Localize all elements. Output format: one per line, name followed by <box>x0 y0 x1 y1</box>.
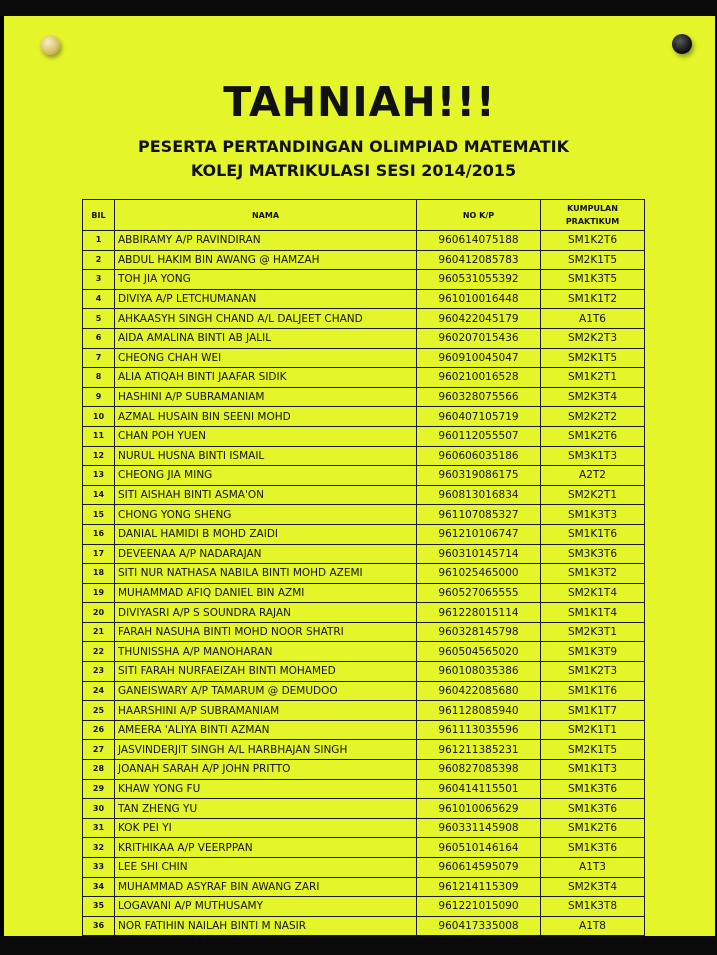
cell-kumpulan: SM2K1T5 <box>541 740 645 760</box>
cell-nokp: 960108035386 <box>417 662 541 682</box>
cell-nama: ALIA ATIQAH BINTI JAAFAR SIDIK <box>115 368 417 388</box>
cell-bil: 16 <box>83 524 115 544</box>
cell-nokp: 961010016448 <box>417 289 541 309</box>
table-row <box>83 270 645 290</box>
cell-kumpulan: SM1K1T6 <box>541 681 645 701</box>
cell-bil: 34 <box>83 877 115 897</box>
table-row <box>83 426 645 446</box>
cell-nama: JOANAH SARAH A/P JOHN PRITTO <box>115 760 417 780</box>
table-row <box>83 760 645 780</box>
table-row <box>83 328 645 348</box>
cell-nama: CHEONG JIA MING <box>115 466 417 486</box>
table-row <box>83 701 645 721</box>
table-row <box>83 662 645 682</box>
cell-nama: THUNISSHA A/P MANOHARAN <box>115 642 417 662</box>
table-row <box>83 485 645 505</box>
cell-nama: MUHAMMAD AFIQ DANIEL BIN AZMI <box>115 583 417 603</box>
cell-nokp: 961010065629 <box>417 799 541 819</box>
cell-bil: 7 <box>83 348 115 368</box>
table-row <box>83 446 645 466</box>
cell-kumpulan: SM2K1T5 <box>541 250 645 270</box>
cell-bil: 24 <box>83 681 115 701</box>
cell-nama: FARAH NASUHA BINTI MOHD NOOR SHATRI <box>115 622 417 642</box>
cell-nama: MUHAMMAD ASYRAF BIN AWANG ZARI <box>115 877 417 897</box>
cell-nokp: 961210106747 <box>417 524 541 544</box>
cell-kumpulan: SM3K3T6 <box>541 544 645 564</box>
cell-kumpulan: SM1K3T2 <box>541 564 645 584</box>
table-header-row <box>83 200 645 231</box>
cell-bil: 10 <box>83 407 115 427</box>
cell-nokp: 960422045179 <box>417 309 541 329</box>
poster-subtitle-line1: PESERTA PERTANDINGAN OLIMPIAD MATEMATIK <box>138 137 569 156</box>
cell-kumpulan: SM2K2T2 <box>541 407 645 427</box>
table-row <box>83 368 645 388</box>
top-dark-border <box>0 0 717 16</box>
cell-nama: AMEERA 'ALIYA BINTI AZMAN <box>115 720 417 740</box>
cell-nama: TOH JIA YONG <box>115 270 417 290</box>
cell-nama: AHKAASYH SINGH CHAND A/L DALJEET CHAND <box>115 309 417 329</box>
cell-nama: LEE SHI CHIN <box>115 858 417 878</box>
cell-kumpulan: SM1K1T6 <box>541 524 645 544</box>
cell-kumpulan: SM2K1T5 <box>541 348 645 368</box>
table-body <box>83 231 645 936</box>
cell-nama: NOR FATIHIN NAILAH BINTI M NASIR <box>115 916 417 936</box>
cell-nama: KRITHIKAA A/P VEERPPAN <box>115 838 417 858</box>
table-row <box>83 740 645 760</box>
cell-nokp: 960417335008 <box>417 916 541 936</box>
cell-nokp: 961221015090 <box>417 897 541 917</box>
cell-bil: 35 <box>83 897 115 917</box>
table-row <box>83 681 645 701</box>
cell-kumpulan: SM1K3T6 <box>541 799 645 819</box>
table-row <box>83 622 645 642</box>
cell-kumpulan: SM2K2T1 <box>541 485 645 505</box>
participants-table <box>82 199 645 936</box>
cell-nama: AIDA AMALINA BINTI AB JALIL <box>115 328 417 348</box>
cell-nokp: 961214115309 <box>417 877 541 897</box>
cell-nama: SITI NUR NATHASA NABILA BINTI MOHD AZEMI <box>115 564 417 584</box>
table-row <box>83 407 645 427</box>
cell-bil: 29 <box>83 779 115 799</box>
cell-nokp: 960207015436 <box>417 328 541 348</box>
header-kumpulan-line2: PRAKTIKUM <box>565 217 620 226</box>
cell-bil: 15 <box>83 505 115 525</box>
cell-kumpulan: SM1K3T6 <box>541 838 645 858</box>
table-row <box>83 505 645 525</box>
cell-nama: JASVINDERJIT SINGH A/L HARBHAJAN SINGH <box>115 740 417 760</box>
cell-kumpulan: SM1K1T3 <box>541 760 645 780</box>
cell-nama: KOK PEI YI <box>115 818 417 838</box>
table-row <box>83 897 645 917</box>
cell-nokp: 960328075566 <box>417 387 541 407</box>
cell-nama: SITI AISHAH BINTI ASMA'ON <box>115 485 417 505</box>
table-row <box>83 289 645 309</box>
cell-bil: 3 <box>83 270 115 290</box>
cell-kumpulan: SM2K2T3 <box>541 328 645 348</box>
cell-bil: 18 <box>83 564 115 584</box>
table-row <box>83 250 645 270</box>
table-row <box>83 916 645 936</box>
cell-bil: 20 <box>83 603 115 623</box>
table-row <box>83 564 645 584</box>
cell-bil: 22 <box>83 642 115 662</box>
cell-nama: NURUL HUSNA BINTI ISMAIL <box>115 446 417 466</box>
table-row <box>83 524 645 544</box>
cell-kumpulan: SM1K1T2 <box>541 289 645 309</box>
header-kumpulan-line1: KUMPULAN <box>567 204 618 213</box>
cell-kumpulan: SM1K2T3 <box>541 662 645 682</box>
cell-nokp: 961107085327 <box>417 505 541 525</box>
cell-bil: 23 <box>83 662 115 682</box>
cell-nama: KHAW YONG FU <box>115 779 417 799</box>
cell-kumpulan: SM1K2T6 <box>541 818 645 838</box>
cell-bil: 6 <box>83 328 115 348</box>
table-row <box>83 838 645 858</box>
notice-paper <box>4 16 715 936</box>
table-row <box>83 858 645 878</box>
table-row <box>83 348 645 368</box>
cell-bil: 13 <box>83 466 115 486</box>
cell-nokp: 960422085680 <box>417 681 541 701</box>
cell-nama: GANEISWARY A/P TAMARUM @ DEMUDOO <box>115 681 417 701</box>
cell-kumpulan: SM1K1T4 <box>541 603 645 623</box>
cell-nama: DIVIYASRI A/P S SOUNDRA RAJAN <box>115 603 417 623</box>
table-row <box>83 877 645 897</box>
cell-nama: AZMAL HUSAIN BIN SEENI MOHD <box>115 407 417 427</box>
cell-nokp: 960510146164 <box>417 838 541 858</box>
table-row <box>83 720 645 740</box>
cell-bil: 4 <box>83 289 115 309</box>
cell-nokp: 960614595079 <box>417 858 541 878</box>
cell-nokp: 960407105719 <box>417 407 541 427</box>
table-row <box>83 603 645 623</box>
cell-kumpulan: SM2K1T1 <box>541 720 645 740</box>
poster-subtitle-line2: KOLEJ MATRIKULASI SESI 2014/2015 <box>190 161 517 180</box>
cell-nokp: 960531055392 <box>417 270 541 290</box>
cell-kumpulan: A2T2 <box>541 466 645 486</box>
cell-kumpulan: SM2K3T4 <box>541 387 645 407</box>
cell-bil: 28 <box>83 760 115 780</box>
cell-nokp: 960310145714 <box>417 544 541 564</box>
cell-nama: DANIAL HAMIDI B MOHD ZAIDI <box>115 524 417 544</box>
cell-nama: ABBIRAMY A/P RAVINDIRAN <box>115 231 417 251</box>
cell-nokp: 960331145908 <box>417 818 541 838</box>
cell-kumpulan: A1T3 <box>541 858 645 878</box>
cell-nama: DIVIYA A/P LETCHUMANAN <box>115 289 417 309</box>
cell-kumpulan: SM1K3T3 <box>541 505 645 525</box>
cell-nokp: 961211385231 <box>417 740 541 760</box>
cell-nokp: 960210016528 <box>417 368 541 388</box>
table-row <box>83 799 645 819</box>
table-row <box>83 387 645 407</box>
cell-nokp: 960412085783 <box>417 250 541 270</box>
cell-nama: CHAN POH YUEN <box>115 426 417 446</box>
cell-nama: CHEONG CHAH WEI <box>115 348 417 368</box>
cell-nokp: 960527065555 <box>417 583 541 603</box>
cell-kumpulan: SM2K3T1 <box>541 622 645 642</box>
table-row <box>83 231 645 251</box>
cell-bil: 19 <box>83 583 115 603</box>
cell-kumpulan: A1T6 <box>541 309 645 329</box>
cell-bil: 33 <box>83 858 115 878</box>
cell-kumpulan: SM1K2T6 <box>541 426 645 446</box>
cell-bil: 2 <box>83 250 115 270</box>
cell-kumpulan: SM2K1T4 <box>541 583 645 603</box>
cell-bil: 8 <box>83 368 115 388</box>
table-row <box>83 642 645 662</box>
cell-nama: SITI FARAH NURFAEIZAH BINTI MOHAMED <box>115 662 417 682</box>
cell-bil: 5 <box>83 309 115 329</box>
cell-nokp: 961113035596 <box>417 720 541 740</box>
cell-bil: 25 <box>83 701 115 721</box>
table-row <box>83 779 645 799</box>
cell-kumpulan: SM1K3T6 <box>541 779 645 799</box>
table-row <box>83 818 645 838</box>
cell-nokp: 961228015114 <box>417 603 541 623</box>
header-nokp: NO K/P <box>417 200 541 231</box>
cell-bil: 14 <box>83 485 115 505</box>
cell-bil: 26 <box>83 720 115 740</box>
cell-bil: 36 <box>83 916 115 936</box>
cell-kumpulan: SM1K3T9 <box>541 642 645 662</box>
cell-kumpulan: SM1K3T5 <box>541 270 645 290</box>
cell-nokp: 960910045047 <box>417 348 541 368</box>
header-nama: NAMA <box>115 200 417 231</box>
header-kumpulan <box>541 200 645 231</box>
poster-title: TAHNIAH!!! <box>223 78 496 126</box>
cell-nama: CHONG YONG SHENG <box>115 505 417 525</box>
cell-kumpulan: SM2K3T4 <box>541 877 645 897</box>
header-bil: BIL <box>83 200 115 231</box>
table-row <box>83 583 645 603</box>
cell-bil: 30 <box>83 799 115 819</box>
cell-nama: HASHINI A/P SUBRAMANIAM <box>115 387 417 407</box>
cell-nokp: 961128085940 <box>417 701 541 721</box>
cell-bil: 9 <box>83 387 115 407</box>
cell-nama: TAN ZHENG YU <box>115 799 417 819</box>
cell-bil: 11 <box>83 426 115 446</box>
cell-nokp: 960504565020 <box>417 642 541 662</box>
cell-kumpulan: SM1K2T6 <box>541 231 645 251</box>
bottom-dark-border <box>0 936 717 955</box>
cell-bil: 17 <box>83 544 115 564</box>
cell-bil: 31 <box>83 818 115 838</box>
cell-nama: HAARSHINI A/P SUBRAMANIAM <box>115 701 417 721</box>
cell-kumpulan: SM1K1T7 <box>541 701 645 721</box>
cell-nama: DEVEENAA A/P NADARAJAN <box>115 544 417 564</box>
cell-bil: 32 <box>83 838 115 858</box>
cell-nokp: 960827085398 <box>417 760 541 780</box>
cell-nokp: 960614075188 <box>417 231 541 251</box>
pushpin-left-icon <box>40 35 60 55</box>
cell-kumpulan: A1T8 <box>541 916 645 936</box>
cell-bil: 27 <box>83 740 115 760</box>
cell-kumpulan: SM1K3T8 <box>541 897 645 917</box>
cell-nokp: 960813016834 <box>417 485 541 505</box>
cell-bil: 21 <box>83 622 115 642</box>
table-row <box>83 466 645 486</box>
table-row <box>83 309 645 329</box>
cell-nama: LOGAVANI A/P MUTHUSAMY <box>115 897 417 917</box>
cell-kumpulan: SM1K2T1 <box>541 368 645 388</box>
cell-nokp: 960328145798 <box>417 622 541 642</box>
cell-nokp: 960319086175 <box>417 466 541 486</box>
pushpin-right-icon <box>672 34 692 54</box>
cell-bil: 12 <box>83 446 115 466</box>
cell-nokp: 960606035186 <box>417 446 541 466</box>
cell-kumpulan: SM3K1T3 <box>541 446 645 466</box>
cell-nokp: 960414115501 <box>417 779 541 799</box>
cell-nokp: 961025465000 <box>417 564 541 584</box>
table-row <box>83 544 645 564</box>
cell-nama: ABDUL HAKIM BIN AWANG @ HAMZAH <box>115 250 417 270</box>
cell-nokp: 960112055507 <box>417 426 541 446</box>
cell-bil: 1 <box>83 231 115 251</box>
